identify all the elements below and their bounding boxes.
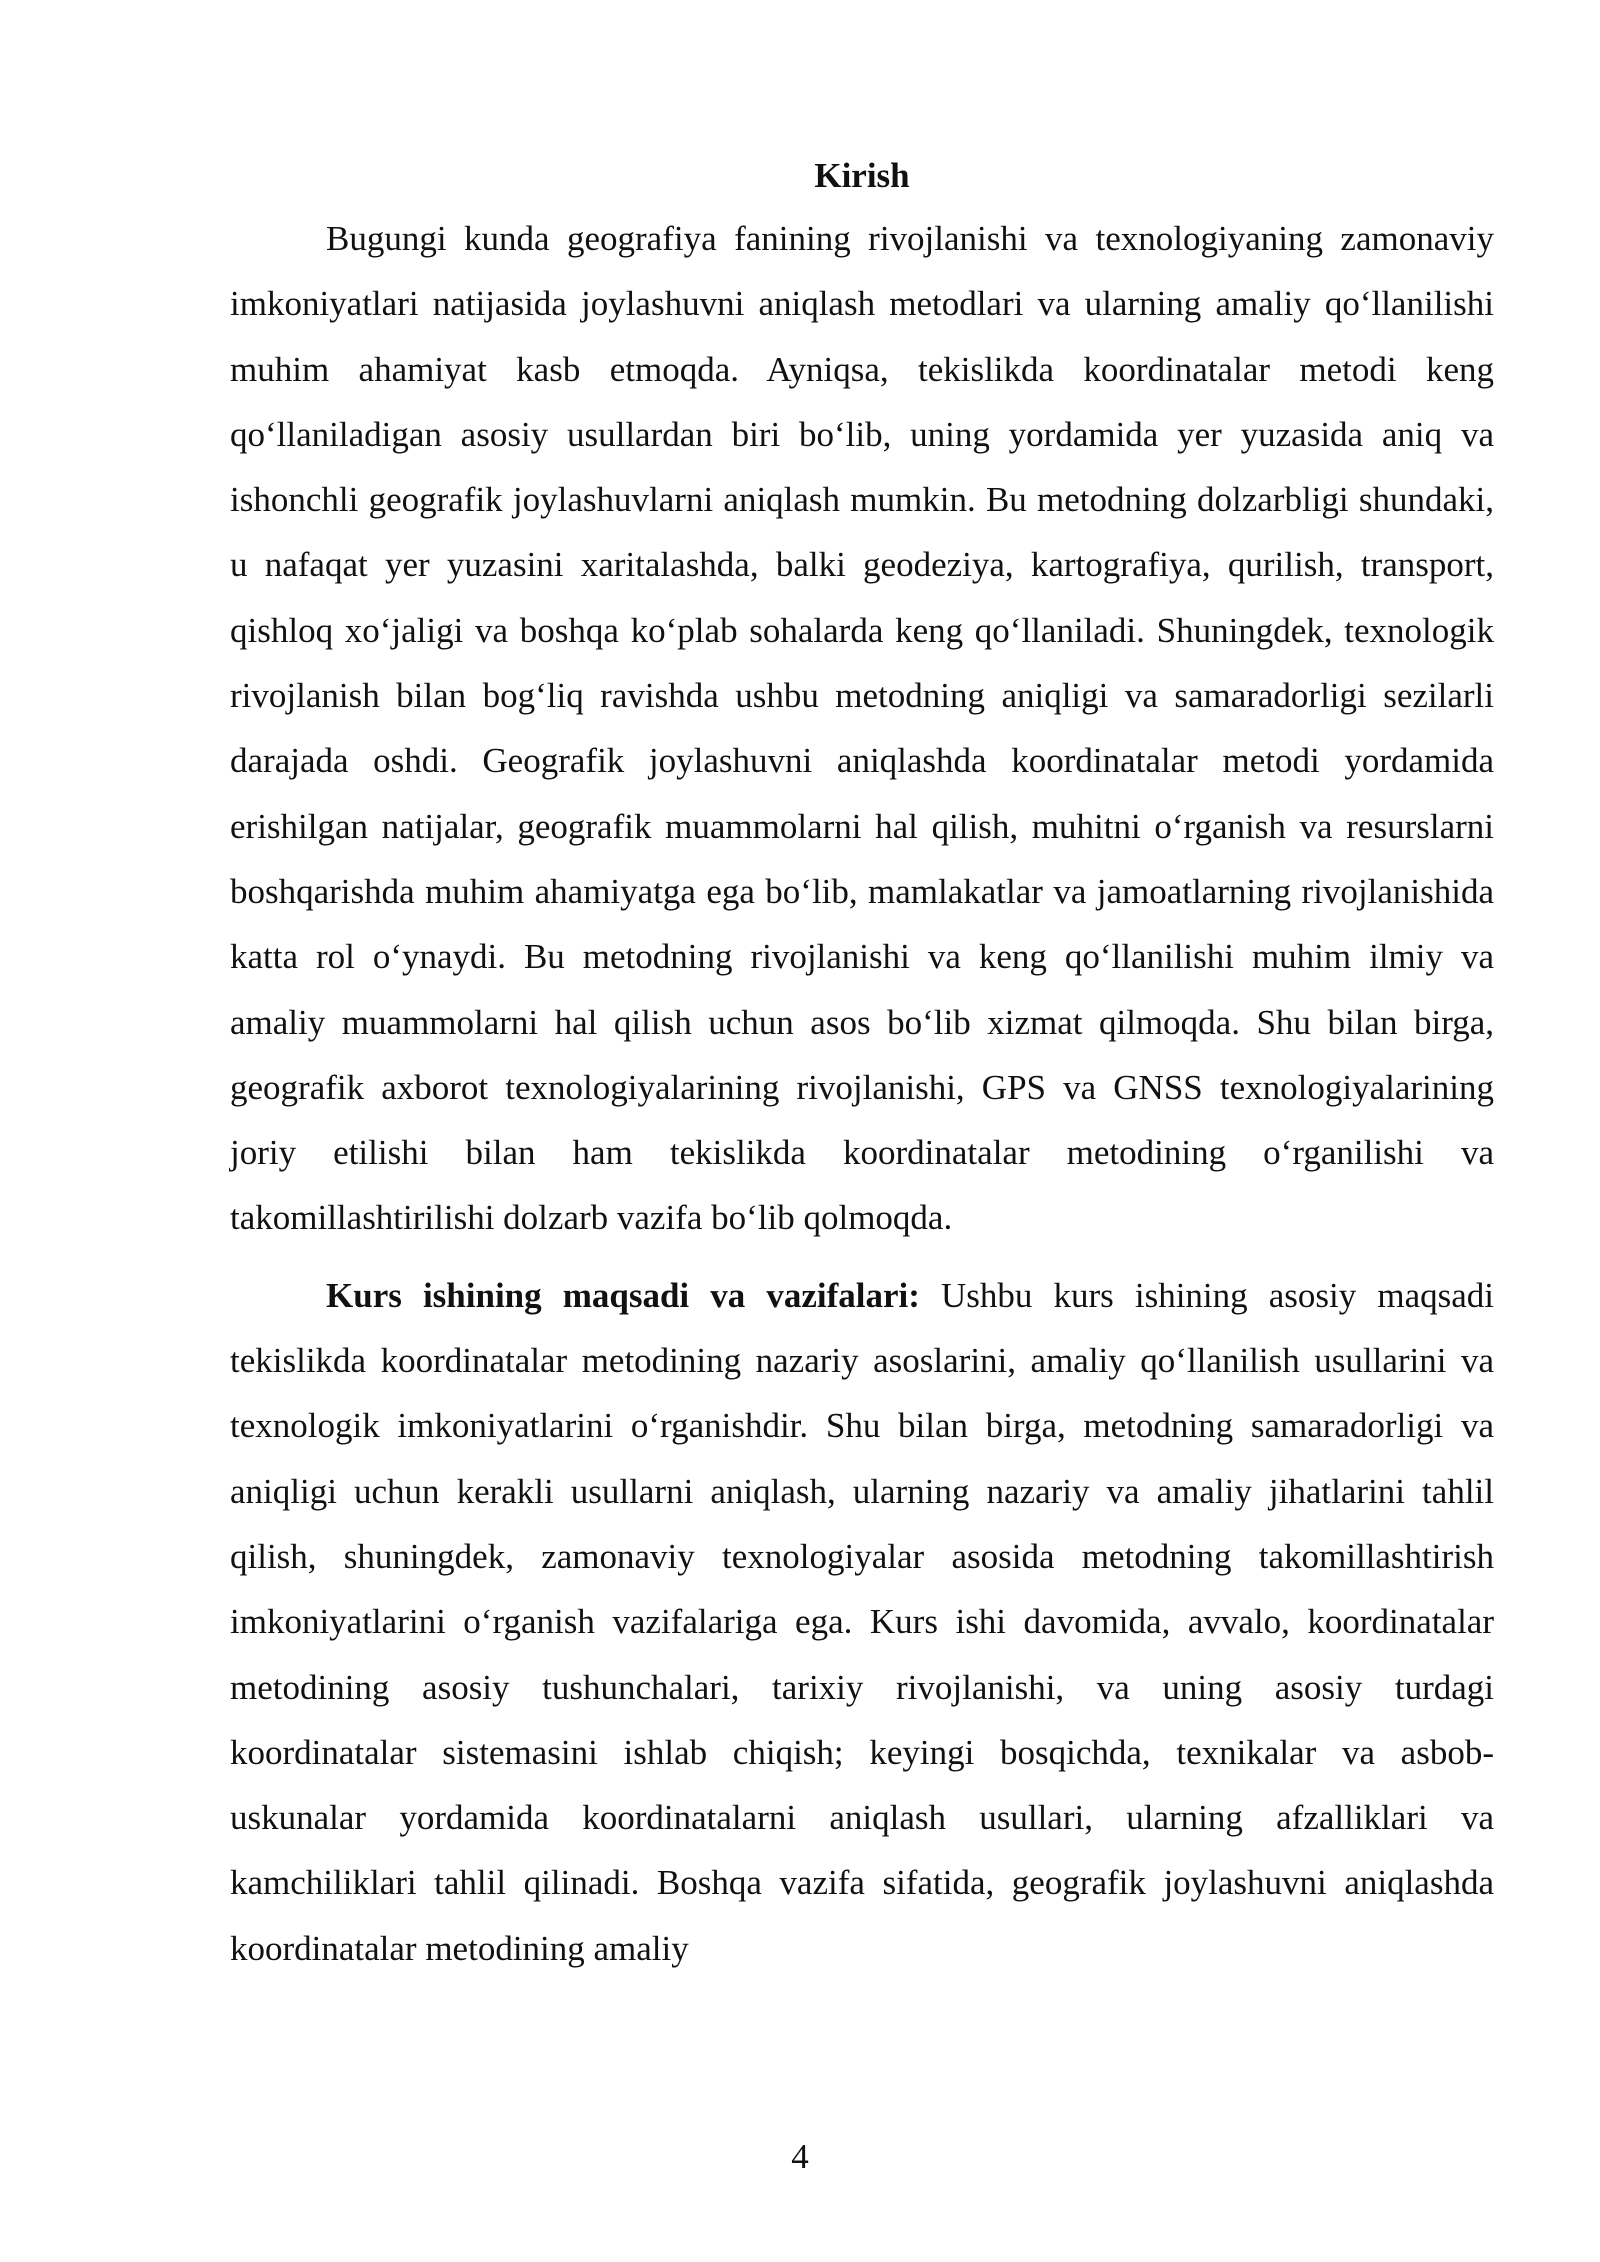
intro-paragraph [230,206,1494,1251]
paragraph-text: Bugungi kunda geografiya fanining rivojlanishi va texnologiyaning zamonaviy imkoniyatlari natijasida joylashuvni aniqlash metodlari va ularning amaliy qo‘llanilishi muhim ahamiyat kasb etmoqda. Ayniqsa, tekislikda koordinatalar metodi keng qo‘llaniladigan asosiy usullardan biri bo‘lib, uning yordamida yer yuzasida aniq va ishonchli geografik joylashuvlarni aniqlash mumkin. Bu metodning dolzarbligi shundaki, u nafaqat yer yuzasini xaritalashda, balki geodeziya, kartografiya, qurilish, transport, qishloq xo‘jaligi va boshqa ko‘plab sohalarda keng qo‘llaniladi. Shuningdek, texnologik rivojlanish bilan bog‘liq ravishda ushbu metodning aniqligi va samaradorligi sezilarli darajada oshdi. Geografik joylashuvni aniqlashda koordinatalar metodi yordamida erishilgan natijalar, geografik muammolarni hal qilish, muhitni o‘rganish va resurslarni boshqarishda muhim ahamiyatga ega bo‘lib, mamlakatlar va jamoatlarning rivojlanishida katta rol o‘ynaydi. Bu metodning rivojlanishi va keng qo‘llanilishi muhim ilmiy va amaliy muammolarni hal qilish uchun asos bo‘lib xizmat qilmoqda. Shu bilan birga, geografik axborot texnologiyalarining rivojlanishi, GPS va GNSS texnologiyalarining joriy etilishi bilan ham tekislikda koordinatalar metodining o‘rganilishi va takomillashtirilishi dolzarb vazifa bo‘lib qolmoqda. [230,219,1494,1238]
page-content [230,146,1494,1981]
goals-paragraph [230,1263,1494,1981]
paragraph-text: Ushbu kurs ishining asosiy maqsadi tekislikda koordinatalar metodining nazariy asoslarini, amaliy qo‘llanilish usullarini va texnologik imkoniyatlarini o‘rganishdir. Shu bilan birga, metodning samaradorligi va aniqligi uchun kerakli usullarni aniqlash, ularning nazariy va amaliy jihatlarini tahlil qilish, shuningdek, zamonaviy texnologiyalar asosida metodning takomillashtirish imkoniyatlarini o‘rganish vazifalariga ega. Kurs ishi davomida, avvalo, koordinatalar metodining asosiy tushunchalari, tarixiy rivojlanishi, va uning asosiy turdagi koordinatalar sistemasini ishlab chiqish; keyingi bosqichda, texnikalar va asbob-uskunalar yordamida koordinatalarni aniqlash usullari, ularning afzalliklari va kamchiliklari tahlil qilinadi. Boshqa vazifa sifatida, geografik joylashuvni aniqlashda koordinatalar metodining amaliy [230,1275,1494,1968]
paragraph-lead: Kurs ishining maqsadi va vazifalari: [326,1275,920,1315]
section-heading: Kirish [814,156,910,195]
page-number: 4 [791,2137,809,2176]
